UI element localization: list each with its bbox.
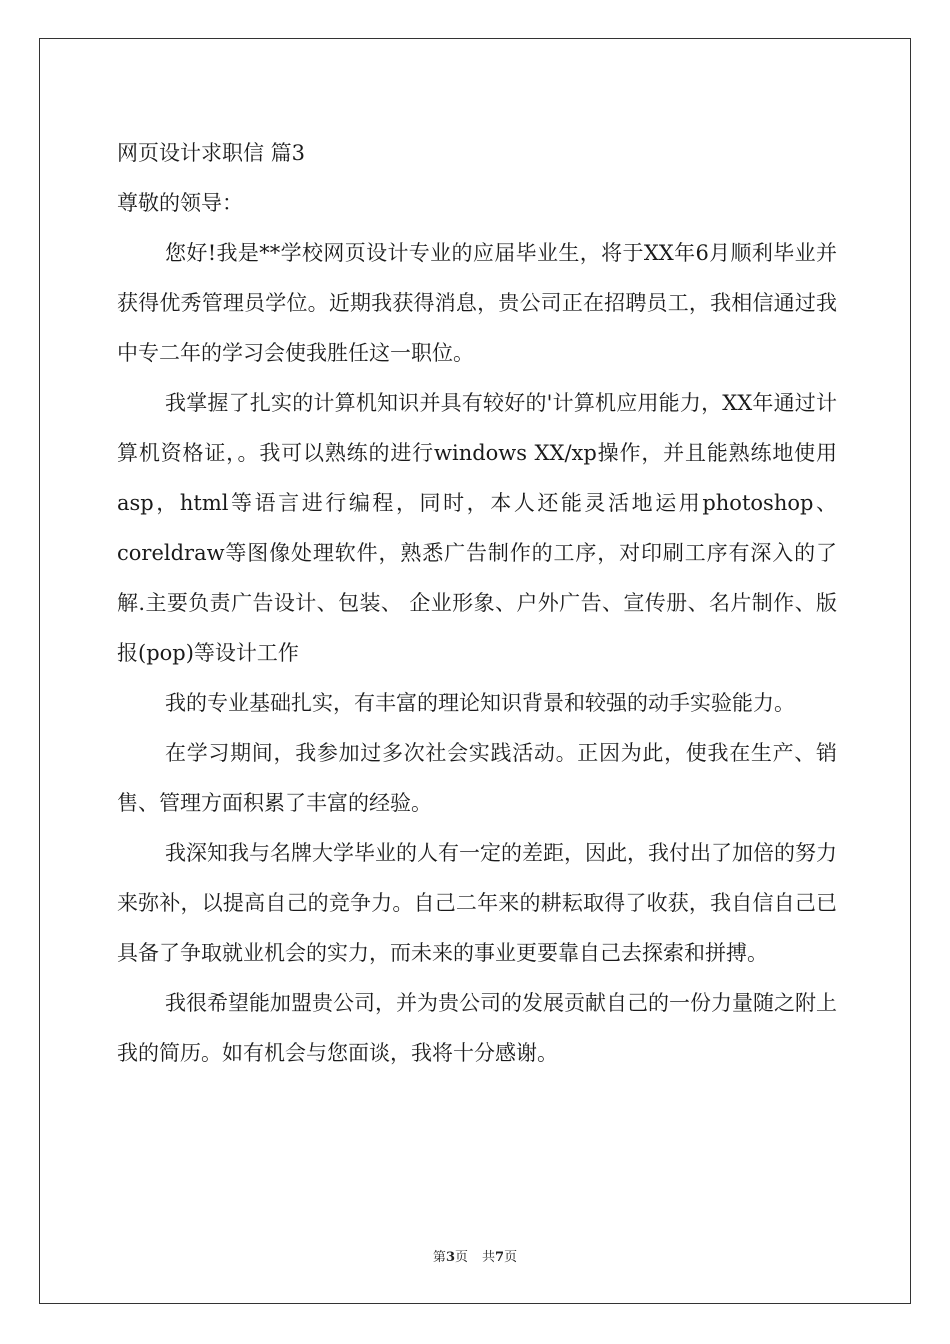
document-title: 网页设计求职信 篇3 [117,141,306,165]
greeting: 尊敬的领导： [117,191,243,215]
total-suffix: 页 [504,1250,518,1265]
total-prefix: 共 [482,1250,496,1265]
paragraph: 在学习期间，我参加过多次社会实践活动。正因为此，使我在生产、销售、管理方面积累了丰富的经验。 [117,741,837,815]
paragraph: 我很希望能加盟贵公司，并为贵公司的发展贡献自己的一份力量随之附上我的简历。如有机会与您面谈，我将十分感谢。 [117,991,837,1065]
document-body [117,128,837,1078]
paragraph: 我的专业基础扎实，有丰富的理论知识背景和较强的动手实验能力。 [165,691,795,715]
page-footer [0,1246,950,1265]
page-current: 3 [445,1250,455,1265]
paragraph: 您好!我是**学校网页设计专业的应届毕业生，将于XX年6月顺利毕业并获得优秀管理员学位。近期我获得消息，贵公司正在招聘员工，我相信通过我中专二年的学习会使我胜任这一职位。 [117,241,837,365]
paragraph: 我掌握了扎实的计算机知识并具有较好的'计算机应用能力，XX年通过计算机资格证，。我可以熟练的进行windows XX/xp操作，并且能熟练地使用asp，html等语言进行编程，同时，本人还能灵活地运用photoshop、coreldraw等图像处理软件，熟悉广告制作的工序，对印刷工序有深入的了解.主要负责广告设计、包装、 企业形象、户外广告、宣传册、名片制作、版报(pop)等设计工作 [117,391,837,665]
page-suffix: 页 [454,1250,468,1265]
paragraph: 我深知我与名牌大学毕业的人有一定的差距，因此，我付出了加倍的努力来弥补，以提高自己的竞争力。自己二年来的耕耘取得了收获，我自信自己已具备了争取就业机会的实力，而未来的事业更要靠自己去探索和拼搏。 [117,841,837,965]
page-total: 7 [495,1250,505,1265]
page-prefix: 第 [432,1250,446,1265]
